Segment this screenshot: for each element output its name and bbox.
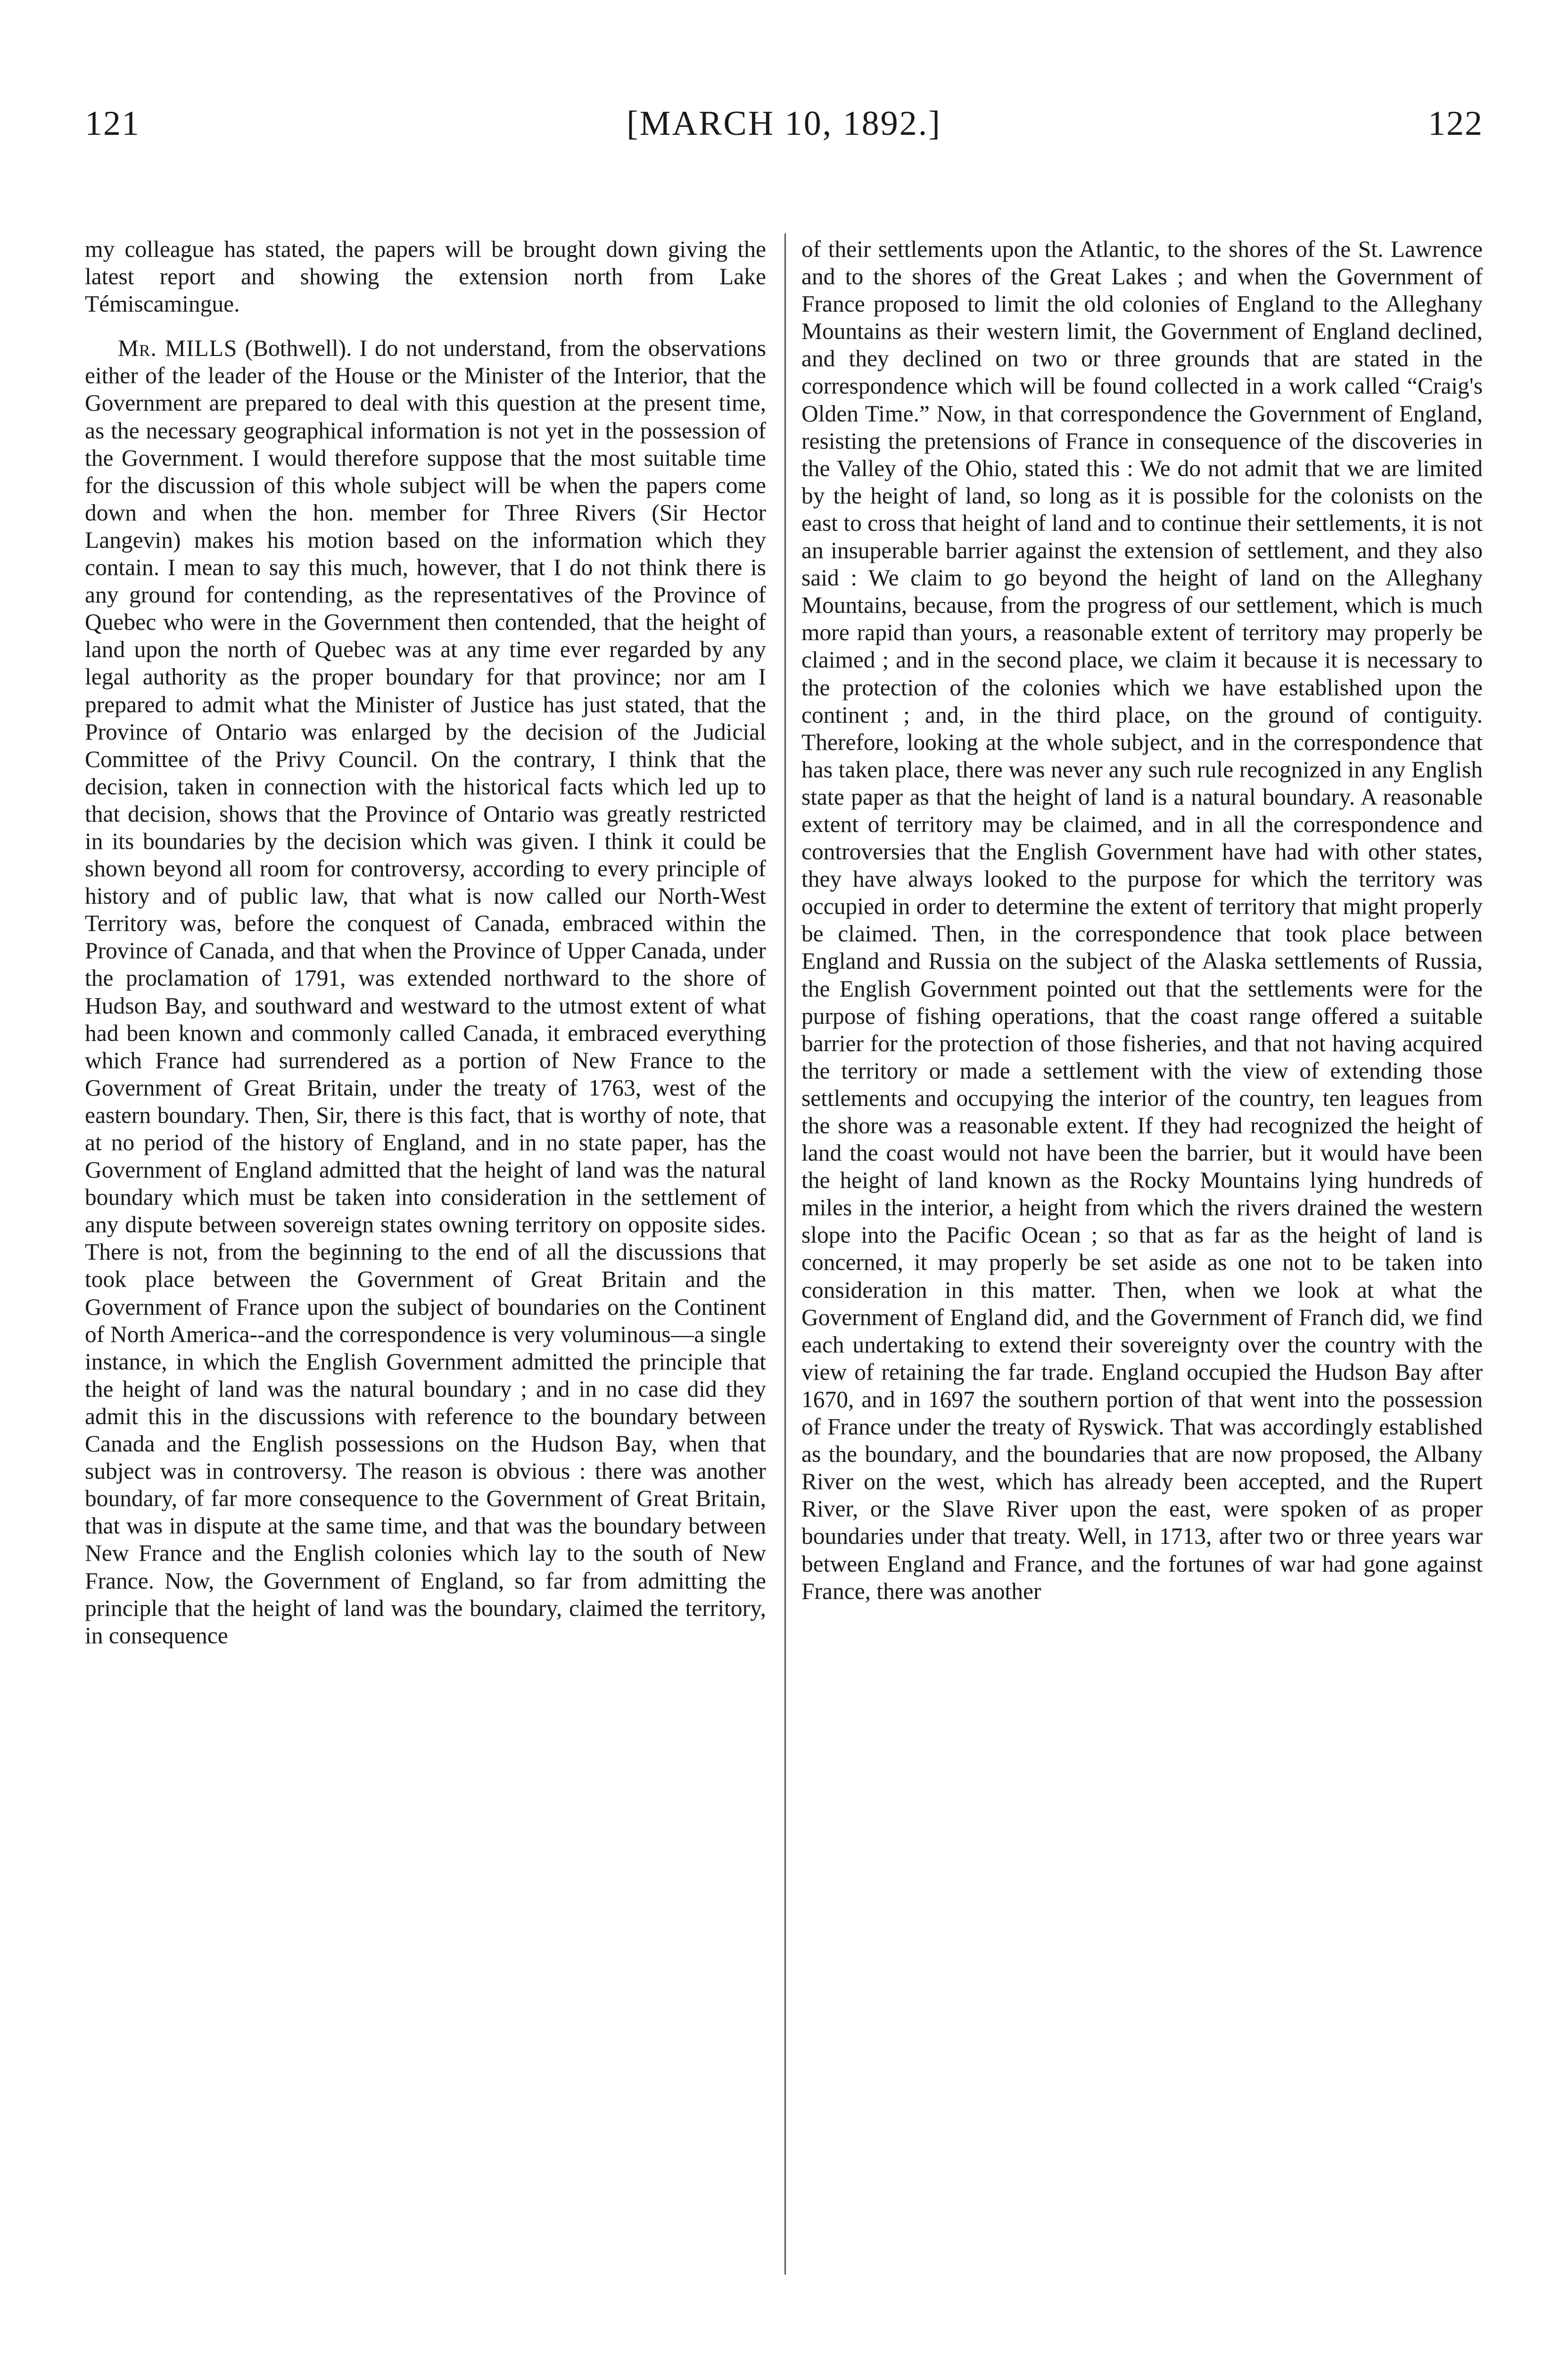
speaker-riding: (Bothwell). (245, 335, 352, 362)
page-number-left: 121 (85, 104, 140, 143)
left-paragraph-2-text: I do not understand, from the observations either of the leader of the House or the Minister of the Interior, that the Government are prepared to deal with this question at the present time, as the necessary geographical information is not yet in the possession of the Government. I would therefore suppose that the most suitable time for the discussion of this whole subject will be when the papers come down and when the hon. member for Three Rivers (Sir Hector Langevin) makes his motion based on the information which they contain. I mean to say this much, however, that I do not think there is any ground for contending, as the representatives of the Province of Quebec who were in the Government then contended, that the height of land upon the north of Quebec was at any time ever regarded by any legal authority as the proper boundary for that province; nor am I prepared to admit what the Minister of Justice has just stated, that the Province of Ontario was enlarged by the decision of the Judicial Committee of the Privy Council. On the contrary, I think that the decision, taken in connection with the historical facts which led up to that decision, shows that the Province of Ontario was greatly restricted in its boundaries by the decision which was given. I think it could be shown beyond all room for controversy, according to every principle of history and of public law, that what is now called our North-West Territory was, before the conquest of Canada, embraced within the Province of Canada, and that when the Province of Upper Canada, under the proclamation of 1791, was extended northward to the shore of Hudson Bay, and southward and westward to the utmost extent of what had been known and commonly called Canada, it embraced everything which France had surrendered as a portion of New France to the Government of Great Britain, under the treaty of 1763, west of the eastern boundary. Then, Sir, there is this fact, that is worthy of note, that at no period of the history of England, and in no state paper, has the Government of England admitted that the height of land was the natural boundary which must be taken into consideration in the settlement of any dispute between sovereign states owning territory on opposite sides. There is not, from the beginning to the end of all the discussions that took place between the Government of Great Britain and the Government of France upon the subject of boundaries on the Continent of North America--and the correspondence is very voluminous—a single instance, in which the English Government admitted the principle that the height of land was the natural boundary ; and in no case did they admit this in the discussions with reference to the boundary between Canada and the English possessions on the Hudson Bay, when that subject was in controversy. The reason is obvious : there was another boundary, of far more consequence to the Government of Great Britain, that was in dispute at the same time, and that was the boundary between New France and the English colonies which lay to the south of New France. Now, the Government of England, so far from admitting the principle that the height of land was the boundary, claimed the territory, in consequence (85, 335, 767, 1648)
left-paragraph-1: my colleague has stated, the papers will be brought down giving the latest report and showing the extension north from Lake Témiscamingue. (85, 236, 766, 317)
right-paragraph-1: of their settlements upon the Atlantic, to the shores of the St. Lawrence and to the shores of the Great Lakes ; and when the Government of France proposed to limit the old colonies of England to the Alleghany Mountains as their western limit, the Government of England declined, and they declined on two or three grounds that are stated in the correspondence which will be found collected in a work called “Craig's Olden Time.” Now, in that correspondence the Government of England, resisting the pretensions of France in consequence of the discoveries in the Valley of the Ohio, stated this : We do not admit that we are limited by the height of land, so long as it is possible for the colonists on the east to cross that height of land and to continue their settlements, it is not an insuperable barrier against the extension of settlement, and they also said : We claim to go beyond the height of land on the Alleghany Mountains, because, from the progress of our settlement, which is much more rapid than yours, a reasonable extent of territory may properly be claimed ; and in the second place, we claim it because it is necessary to the protection of the colonies which we have established upon the continent ; and, in the third place, on the ground of contiguity. Therefore, looking at the whole subject, and in the correspondence that has taken place, there was never any such rule recognized in any English state paper as that the height of land is a natural boundary. A reasonable extent of territory may be claimed, and in all the correspondence and controversies that the English Government have had with other states, they have always looked to the purpose for which the territory was occupied in order to determine the extent of territory that might properly be claimed. Then, in the correspondence that took place between England and Russia on the subject of the Alaska settlements of Russia, the English Government pointed out that the settlements were for the purpose of fishing operations, that the coast range offered a suitable barrier for the protection of those fisheries, and that not having acquired the territory or made a settlement with the view of extending those settlements and occupying the interior of the country, ten leagues from the shore was a reasonable extent. If they had recognized the height of land the coast would not have been the barrier, but it would have been the height of land known as the Rocky Mountains lying hundreds of miles in the interior, a height from which the rivers drained the western slope into the Pacific Ocean ; so that as far as the height of land is concerned, it may properly be set aside as one not to be taken into consideration in this matter. Then, when we look at what the Government of England did, and the Government of Franch did, we find each undertaking to extend their sovereignty over the country with the view of retaining the far trade. England occupied the Hudson Bay after 1670, and in 1697 the southern portion of that went into the possession of France under the treaty of Ryswick. That was accordingly established as the boundary, and the boundaries that are now proposed, the Albany River on the west, which has already been accepted, and the Rupert River, or the Slave River upon the east, were spoken of as proper boundaries under that treaty. Well, in 1713, after two or three years war between England and France, and the fortunes of war had gone against France, there was another (801, 236, 1483, 1604)
page-number-right: 122 (1428, 104, 1483, 143)
right-column (801, 236, 1483, 1605)
left-paragraph-2 (85, 335, 766, 1649)
speaker-name: Mr. MILLS (118, 335, 238, 362)
column-divider (784, 233, 786, 2275)
page-header (85, 104, 1483, 151)
left-column (85, 236, 766, 1649)
page-date-heading: [MARCH 10, 1892.] (627, 104, 941, 143)
